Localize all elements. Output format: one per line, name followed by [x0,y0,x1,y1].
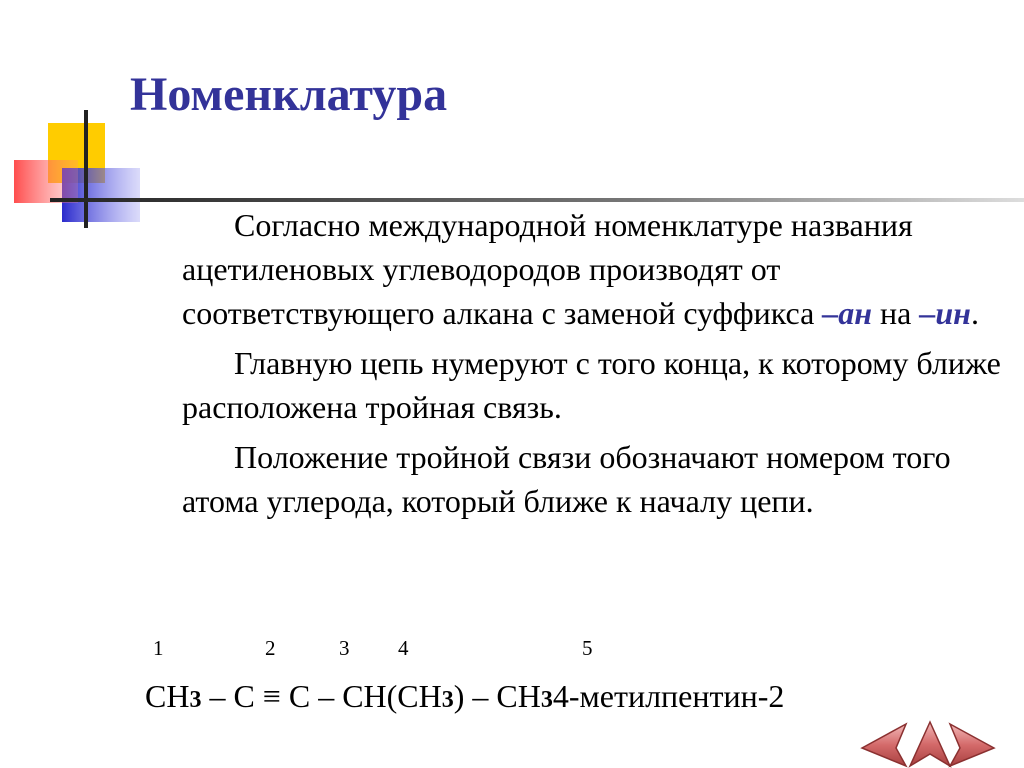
slide-title: Номенклатура [130,68,448,121]
slide-body [182,203,1002,529]
atom-number: 2 [265,636,276,660]
paragraph-text: Согласно международной номенклатуре названия ацетиленовых углеводородов производят от соответствующего алкана с заменой суффикса [182,207,913,331]
prev-slide-icon[interactable] [862,724,906,766]
paragraph-chain-numbering: Главную цепь нумеруют с того конца, к которому ближе расположена тройная связь. [182,345,1001,425]
formula-index: 3 [441,687,454,713]
deco-horizontal-line [50,198,1024,202]
atom-numbers [0,636,1024,666]
atom-number: 3 [339,636,350,660]
next-slide-icon[interactable] [950,724,994,766]
formula-text: CH [145,678,190,714]
structural-formula [145,676,784,720]
deco-blue-square [62,168,140,222]
compound-name: 4-метилпентин-2 [552,678,785,714]
paragraph-triple-bond-position: Положение тройной связи обозначают номером того атома углерода, который ближе к началу цепи. [182,439,951,519]
deco-vertical-line [84,110,88,228]
paragraph-text: на [872,295,920,331]
deco-red-square [14,160,78,203]
formula-text: – C ≡ C – CH(CH [201,678,442,714]
formula-index: 3 [540,687,553,713]
formula-index: 3 [189,687,202,713]
suffix-an: –ан [822,295,873,331]
deco-yellow-square [48,123,105,183]
home-icon[interactable] [910,722,950,766]
atom-number: 5 [582,636,593,660]
slide-navigation [858,718,998,768]
formula-text: ) – CH [453,678,541,714]
atom-number: 1 [153,636,164,660]
paragraph-text: . [970,295,979,331]
paragraph-nomenclature-rule [182,203,1002,335]
suffix-in: –ин [919,295,971,331]
atom-number: 4 [398,636,409,660]
